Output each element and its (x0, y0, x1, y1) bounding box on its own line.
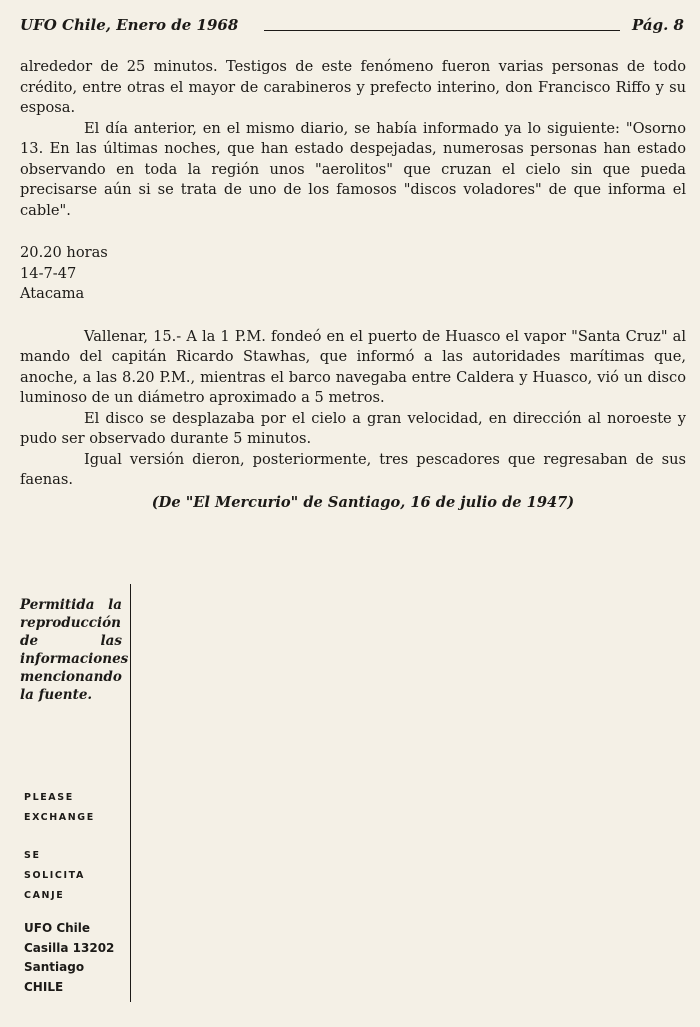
page-header (20, 16, 684, 38)
article-body (20, 57, 686, 513)
sidebar-divider (130, 584, 131, 1002)
canje-notice (24, 846, 85, 906)
address-line: UFO Chile (24, 921, 91, 935)
address-line: Casilla 13202 (24, 940, 115, 955)
dateline-place: Atacama (20, 285, 85, 302)
dateline-date: 14-7-47 (20, 264, 77, 282)
postal-address (24, 919, 114, 997)
address-line: CHILE (24, 979, 64, 994)
paragraph-continuation: alrededor de 25 minutos. Testigos de este fenómeno fueron varias personas de todo crédito, entre otras el mayor de carabineros y prefecto interino, don Francisco Riffo y su esposa. (20, 58, 686, 116)
paragraph-pescadores: Igual versión dieron, posteriormente, tres pescadores que regresaban de sus faenas. (20, 450, 686, 488)
address-line: Santiago (24, 960, 85, 974)
canje-line: SOLICITA (24, 870, 85, 881)
paragraph-osorno: El día anterior, en el mismo diario, se había informado ya lo siguiente: "Osorno 13. En las últimas noches, que han estado despejadas, numerosas personas han estado observando en toda la región unos "aerolitos" que cruzan el cielo sin que pueda precisarse aún si se trata de uno de los famosos "discos voladores" de que informa el cable". (20, 119, 686, 219)
exchange-line: PLEASE (24, 792, 74, 803)
publication-title: UFO Chile, Enero de 1968 (20, 16, 239, 34)
paragraph-disco: El disco se desplazaba por el cielo a gran velocidad, en dirección al noroeste y pudo ser observado durante 5 minutos. (20, 409, 686, 447)
header-rule (264, 30, 620, 31)
source-citation: (De "El Mercurio" de Santiago, 16 de julio de 1947) (151, 493, 575, 511)
reproduction-notice: Permitida la reproducción de las informaciones mencionando la fuente. (20, 597, 129, 703)
canje-line: CANJE (24, 890, 65, 901)
canje-line: SE (24, 850, 41, 861)
dateline-time: 20.20 horas (20, 244, 108, 261)
exchange-line: EXCHANGE (24, 812, 95, 823)
paragraph-vallenar: Vallenar, 15.- A la 1 P.M. fondeó en el puerto de Huasco el vapor "Santa Cruz" al mando del capitán Ricardo Stawhas, que informó a las autoridades marítimas que, anoche, a las 8.20 P.M., mientras el barco navegaba entre Caldera y Huasco, vió un disco luminoso de un diámetro aproximado a 5 metros. (20, 327, 686, 406)
page-number: Pág. 8 (632, 16, 684, 34)
exchange-notice (24, 788, 95, 828)
